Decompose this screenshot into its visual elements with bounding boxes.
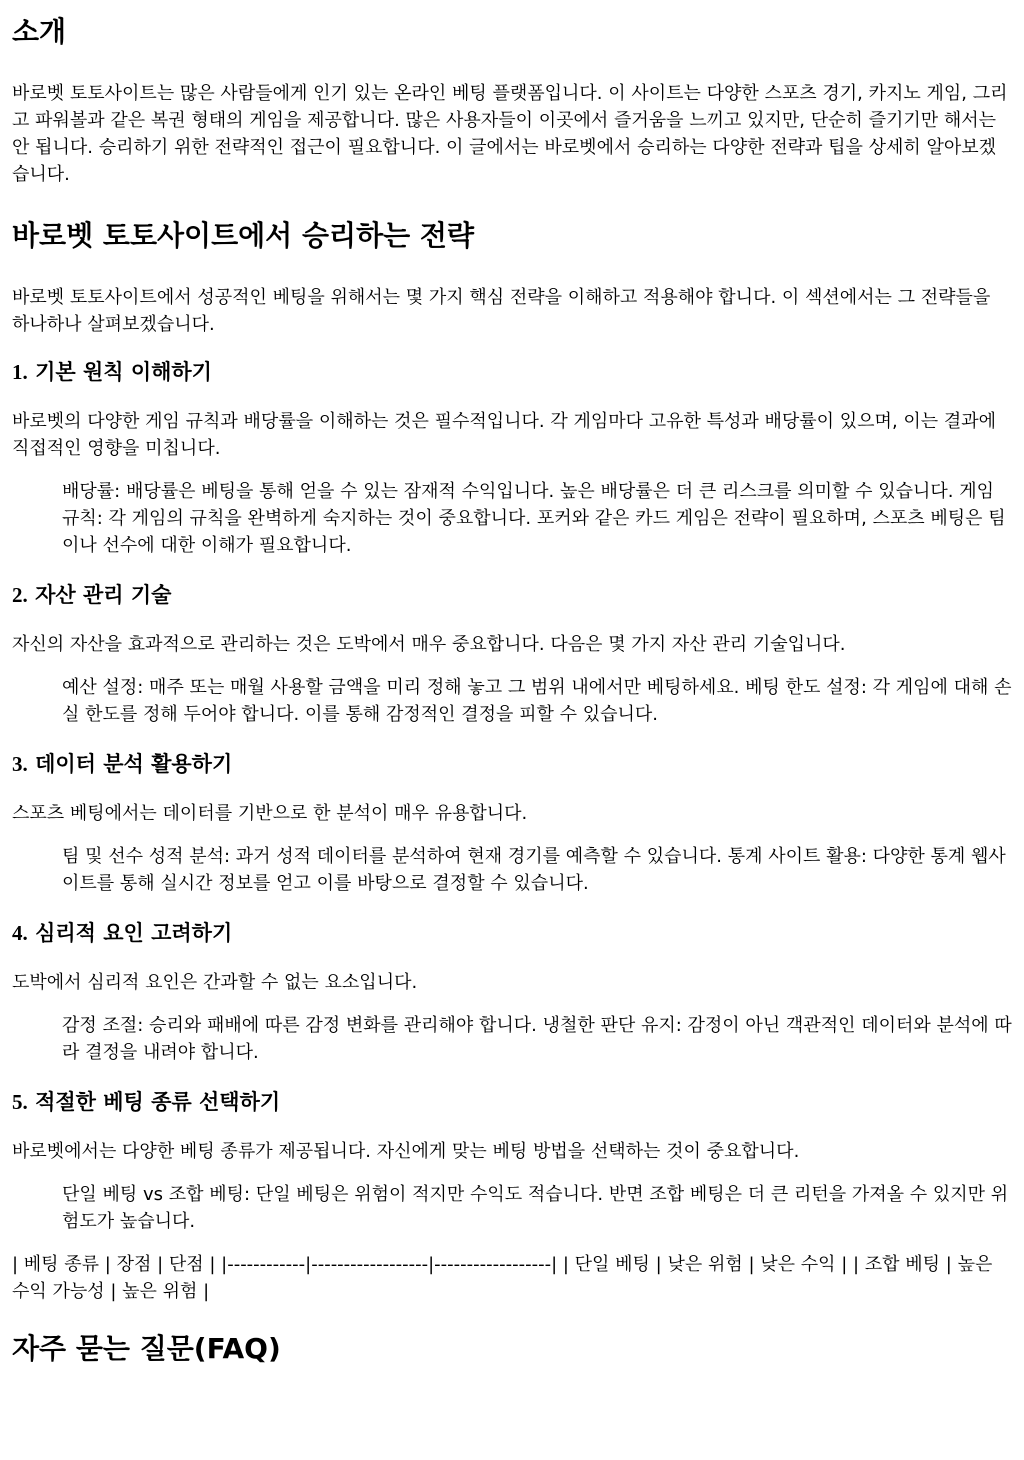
section-3-title: 데이터 분석 활용하기 [35,752,233,776]
section-3-quote: 팀 및 선수 성적 분석: 과거 성적 데이터를 분석하여 현재 경기를 예측할 수 있습니다. 통계 사이트 활용: 다양한 통계 웹사이트를 통해 실시간 정보를 얻고 이를 바탕으로 결정할 수 있습니다. [62,846,1006,894]
section-1-number: 1. [12,360,28,384]
section-5-title: 적절한 베팅 종류 선택하기 [35,1090,281,1114]
section-5-number: 5. [12,1090,28,1114]
section-5-paragraph: 바로벳에서는 다양한 베팅 종류가 제공됩니다. 자신에게 맞는 베팅 방법을 선택하는 것이 중요합니다. [12,1141,800,1162]
article [0,14,1024,1367]
section-3-heading [12,750,1012,778]
markdown-table-text: | 베팅 종류 | 장점 | 단점 | |------------|------------------|------------------| | 단일 베팅 | 낮은 위험 | 낮은 수익 | | 조합 베팅 | 높은 수익 가능성 | 높은 위험 | [12,1254,993,1302]
section-1-paragraph: 바로벳의 다양한 게임 규칙과 배당률을 이해하는 것은 필수적입니다. 각 게임마다 고유한 특성과 배당률이 있으며, 이는 결과에 직접적인 영향을 미칩니다. [12,411,997,459]
strategy-paragraph: 바로벳 토토사이트에서 성공적인 베팅을 위해서는 몇 가지 핵심 전략을 이해하고 적용해야 합니다. 이 섹션에서는 그 전략들을 하나하나 살펴보겠습니다. [12,287,991,335]
section-4-heading [12,919,1012,947]
section-2-title: 자산 관리 기술 [35,583,172,607]
section-5-heading [12,1088,1012,1116]
strategy-heading: 바로벳 토토사이트에서 승리하는 전략 [12,219,475,252]
section-5-quote: 단일 베팅 vs 조합 베팅: 단일 베팅은 위험이 적지만 수익도 적습니다. 반면 조합 베팅은 더 큰 리턴을 가져올 수 있지만 위험도가 높습니다. [62,1184,1009,1232]
intro-heading: 소개 [12,15,67,48]
section-3-paragraph: 스포츠 베팅에서는 데이터를 기반으로 한 분석이 매우 유용합니다. [12,803,528,824]
section-1-quote: 배당률: 배당률은 베팅을 통해 얻을 수 있는 잠재적 수익입니다. 높은 배당률은 더 큰 리스크를 의미할 수 있습니다. 게임 규칙: 각 게임의 규칙을 완벽하게 숙지하는 것이 중요합니다. 포커와 같은 카드 게임은 전략이 필요하며, 스포츠 베팅은 팀이나 선수에 대한 이해가 필요합니다. [62,481,1006,556]
section-2-quote: 예산 설정: 매주 또는 매월 사용할 금액을 미리 정해 놓고 그 범위 내에서만 베팅하세요. 베팅 한도 설정: 각 게임에 대해 손실 한도를 정해 두어야 합니다. 이를 통해 감정적인 결정을 피할 수 있습니다. [62,677,1012,725]
section-2-paragraph: 자신의 자산을 효과적으로 관리하는 것은 도박에서 매우 중요합니다. 다음은 몇 가지 자산 관리 기술입니다. [12,634,846,655]
section-1-title: 기본 원칙 이해하기 [35,360,212,384]
section-2-heading [12,581,1012,609]
section-4-quote: 감정 조절: 승리와 패배에 따른 감정 변화를 관리해야 합니다. 냉철한 판단 유지: 감정이 아닌 객관적인 데이터와 분석에 따라 결정을 내려야 합니다. [62,1015,1012,1063]
section-4-paragraph: 도박에서 심리적 요인은 간과할 수 없는 요소입니다. [12,972,418,993]
section-3-number: 3. [12,752,28,776]
section-4-number: 4. [12,921,28,945]
faq-heading: 자주 묻는 질문(FAQ) [12,1332,281,1365]
intro-paragraph: 바로벳 토토사이트는 많은 사람들에게 인기 있는 온라인 베팅 플랫폼입니다. 이 사이트는 다양한 스포츠 경기, 카지노 게임, 그리고 파워볼과 같은 복권 형태의 게임을 제공합니다. 많은 사용자들이 이곳에서 즐거움을 느끼고 있지만, 단순히 즐기기만 해서는 안 됩니다. 승리하기 위한 전략적인 접근이 필요합니다. 이 글에서는 바로벳에서 승리하는 다양한 전략과 팁을 상세히 알아보겠습니다. [12,83,1008,185]
section-2-number: 2. [12,583,28,607]
section-4-title: 심리적 요인 고려하기 [35,921,233,945]
section-1-heading [12,358,1012,386]
